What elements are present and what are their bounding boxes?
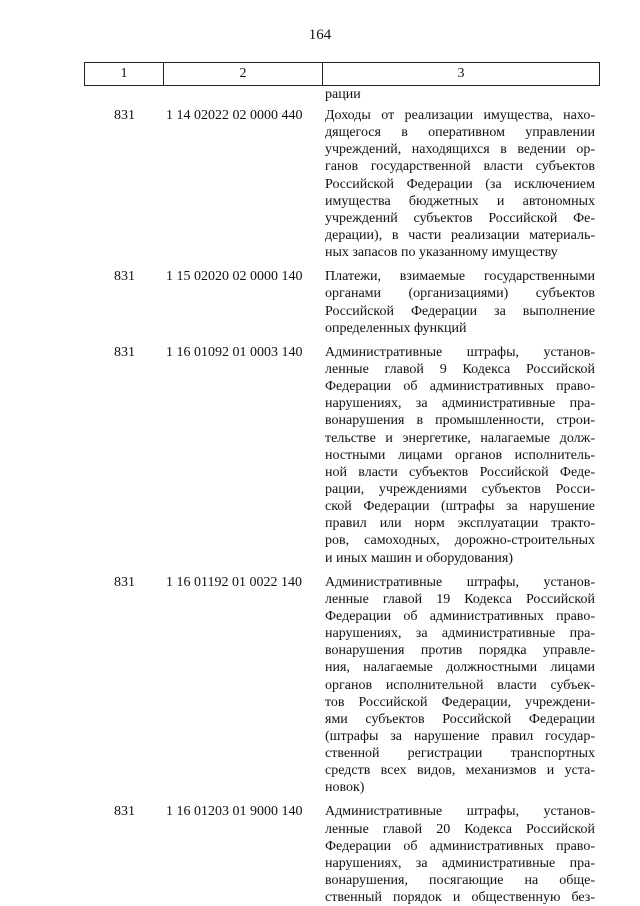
income-description: [325, 344, 595, 567]
description-line: (штрафы за нарушение правил государ-: [325, 728, 595, 744]
description-line: Административные штрафы, установ-: [325, 804, 595, 820]
description-line: ственной регистрации транспортных: [325, 746, 595, 762]
continued-text: рации: [325, 87, 361, 102]
description-line: ров, самоходных, дорожно-строительных: [325, 533, 595, 549]
description-line: нарушениях, за административные пра-: [325, 626, 595, 642]
column-header-2: 2: [164, 63, 323, 85]
description-line: тельстве и энергетике, налагаемые долж-: [325, 430, 595, 446]
admin-code: 831: [114, 344, 135, 360]
description-line: Федерации об административных право-: [325, 379, 595, 395]
budget-classification-code: 1 16 01203 01 9000 140: [166, 804, 303, 820]
description-line: нарушениях, за административные пра-: [325, 396, 595, 412]
table-row: [84, 803, 600, 906]
column-header-1: 1: [85, 63, 164, 85]
description-line: учреждений, находящихся в ведении ор-: [325, 142, 595, 158]
description-line: ных запасов по указанному имуществу: [325, 245, 558, 261]
description-line: имущества бюджетных и автономных: [325, 193, 595, 209]
budget-classification-code: 1 16 01092 01 0003 140: [166, 344, 303, 360]
description-line: Доходы от реализации имущества, нахо-: [325, 108, 595, 123]
table-row: [84, 574, 600, 797]
table-column-header: [84, 62, 600, 86]
description-line: дящегося в оперативном управлении: [325, 125, 595, 141]
description-line: ленные главой 19 Кодекса Российской: [325, 591, 595, 607]
page-number: 164: [308, 27, 332, 43]
income-description: [325, 574, 595, 797]
description-line: Административные штрафы, установ-: [325, 574, 595, 590]
description-line: ганов государственной власти субъектов: [325, 159, 595, 175]
budget-classification-code: 1 14 02022 02 0000 440: [166, 108, 303, 123]
description-line: Федерации об административных право-: [325, 838, 595, 854]
admin-code: 831: [114, 574, 135, 590]
table-rows: [84, 107, 600, 906]
description-line: тов Российской Федерации, учреждени-: [325, 694, 595, 710]
table-row: [84, 344, 600, 567]
description-line: рации, учреждениями субъектов Росси-: [325, 481, 595, 497]
admin-code: 831: [114, 108, 135, 123]
description-line: и иных машин и оборудования): [325, 550, 514, 566]
description-line: ской Федерации (штрафы за нарушение: [325, 499, 595, 515]
description-line: дерации), в части реализации материаль-: [325, 227, 595, 243]
description-line: Российской Федерации за выполнение: [325, 303, 595, 319]
description-line: вонарушения против порядка управле-: [325, 643, 595, 659]
income-description: [325, 268, 595, 337]
description-line: средств всех видов, механизмов и уста-: [325, 763, 595, 779]
description-line: Российской Федерации (за исключением: [325, 176, 595, 192]
description-line: Федерации об административных право-: [325, 608, 595, 624]
description-line: вонарушения в промышленности, строи-: [325, 413, 595, 429]
description-line: нарушениях, за административные пра-: [325, 855, 595, 871]
admin-code: 831: [114, 269, 135, 285]
description-line: ной власти субъектов Российской Феде-: [325, 464, 595, 480]
description-line: Платежи, взимаемые государственными: [325, 269, 595, 285]
table-row: [84, 268, 600, 337]
description-line: новок): [325, 780, 365, 796]
description-line: органами (организациями) субъектов: [325, 286, 595, 302]
budget-classification-code: 1 15 02020 02 0000 140: [166, 269, 303, 285]
column-header-3: 3: [457, 66, 465, 81]
description-line: органов исполнительной власти субъек-: [325, 677, 595, 693]
description-line: вонарушения, посягающие на обще-: [325, 873, 595, 889]
description-line: ния, налагаемые должностными лицами: [325, 660, 595, 676]
table-body: [84, 86, 600, 906]
description-line: Административные штрафы, установ-: [325, 344, 595, 360]
description-line: ленные главой 9 Кодекса Российской: [325, 361, 595, 377]
description-line: ями субъектов Российской Федерации: [325, 711, 595, 727]
description-line: определенных функций: [325, 320, 467, 336]
table-row: [84, 107, 600, 261]
description-line: ственный порядок и общественную без-: [325, 890, 595, 906]
budget-classification-code: 1 16 01192 01 0022 140: [166, 574, 302, 590]
description-line: правил или норм эксплуатации тракто-: [325, 516, 595, 532]
income-description: [325, 107, 595, 261]
admin-code: 831: [114, 804, 135, 820]
description-line: учреждений субъектов Российской Фе-: [325, 210, 595, 226]
income-description: [325, 803, 595, 906]
description-line: ленные главой 20 Кодекса Российской: [325, 821, 595, 837]
description-line: ностными лицами органов исполнитель-: [325, 447, 595, 463]
